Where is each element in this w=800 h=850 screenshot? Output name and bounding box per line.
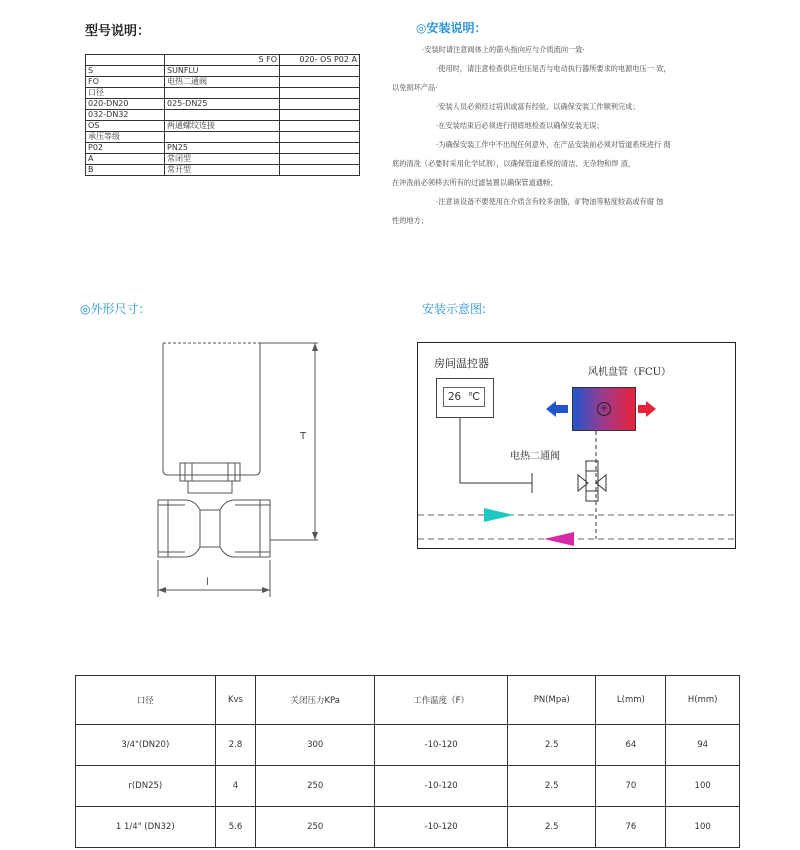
fan-icon: + <box>597 402 611 416</box>
install-notes <box>392 40 752 230</box>
dimension-title: ◎外形尺寸： <box>80 302 151 316</box>
blue-arrow-icon <box>546 401 568 417</box>
note-line: ·安装人员必须经过培训或富有经验，以确保安装工作顺利完成； <box>436 102 640 111</box>
diagram-lines <box>418 343 735 548</box>
supply-flow-arrow-icon <box>484 508 514 522</box>
thermostat-display: 26 ℃ <box>443 387 485 407</box>
note-line: ·使用时，请注意检查供应电压是否与电动执行器所要求的电源电压一 致， <box>436 64 671 73</box>
table-row: FO 电热二通阀 <box>86 77 360 88</box>
note-line: 底的清洗（必要时采用化学试剂），以确保管道系统的清洁、无杂物和焊 渣， <box>392 159 636 168</box>
fcu-label: 风机盘管（FCU） <box>588 367 672 378</box>
note-line: ·注意该设备不要使用在介质含有较多油脂，矿物油等粘度较高或有腐 蚀 <box>436 197 664 206</box>
note-line: ·在安装结束后必须进行彻底地检查以确保安装无误； <box>436 121 604 130</box>
table-row: r(DN25) 4 250 -10-120 2.5 70 100 <box>76 766 740 807</box>
col-header: PN(Mpa) <box>508 676 596 725</box>
valve-outline-drawing <box>140 335 340 605</box>
height-dim-label: T <box>300 431 307 442</box>
note-line: 性的地方； <box>392 216 428 225</box>
note-line: ·安装时请注意阀体上的箭头指向应与介质流向一致· <box>422 45 585 54</box>
diagram-title: 安装示意图: <box>422 302 487 316</box>
col-header: Kvs <box>215 676 256 725</box>
model-table <box>85 54 360 176</box>
table-row: 3/4"(DN20) 2.8 300 -10-120 2.5 64 94 <box>76 725 740 766</box>
valve-label: 电热二通阀 <box>510 451 560 462</box>
table-row: S SUNFLU <box>86 66 360 77</box>
note-line: 以免损坏产品· <box>392 83 438 92</box>
table-row <box>86 55 360 66</box>
install-title: ◎安装说明： <box>416 21 487 35</box>
table-header-row <box>76 676 740 725</box>
note-line: ·为确保安装工作中不出现任何意外，在产品安装前必须对管道系统进行 彻 <box>436 140 671 149</box>
col-header: 工作温度（F） <box>375 676 508 725</box>
installation-diagram <box>417 342 736 549</box>
table-row: P02 PN25 <box>86 143 360 154</box>
red-arrow-icon <box>638 401 656 417</box>
spec-table <box>75 675 740 848</box>
table-row: B 常开型 <box>86 165 360 176</box>
valve-symbol-icon <box>578 461 606 501</box>
col-header: 口径 <box>76 676 216 725</box>
col-header: 关闭压力KPa <box>256 676 375 725</box>
header-code-1: S FO <box>165 55 280 66</box>
col-header: L(mm) <box>596 676 666 725</box>
table-row: 020-DN20 025-DN25 <box>86 99 360 110</box>
table-row: A 常闭型 <box>86 154 360 165</box>
header-code-2: 020- OS P02 A <box>280 55 360 66</box>
thermostat-label: 房间温控器 <box>434 357 489 370</box>
table-row: 口径 <box>86 88 360 99</box>
note-line: 在冲洗前必须移去所有的过滤装置以确保管道通畅； <box>392 178 558 187</box>
table-row: 1 1/4" (DN32) 5.6 250 -10-120 2.5 76 100 <box>76 807 740 848</box>
table-row: OS 两通螺纹连接 <box>86 121 360 132</box>
return-flow-arrow-icon <box>544 532 574 546</box>
col-header: H(mm) <box>666 676 740 725</box>
model-title: 型号说明： <box>85 24 151 39</box>
length-dim-label: l <box>206 577 209 588</box>
table-row: 承压等级 <box>86 132 360 143</box>
table-row: 032-DN32 <box>86 110 360 121</box>
